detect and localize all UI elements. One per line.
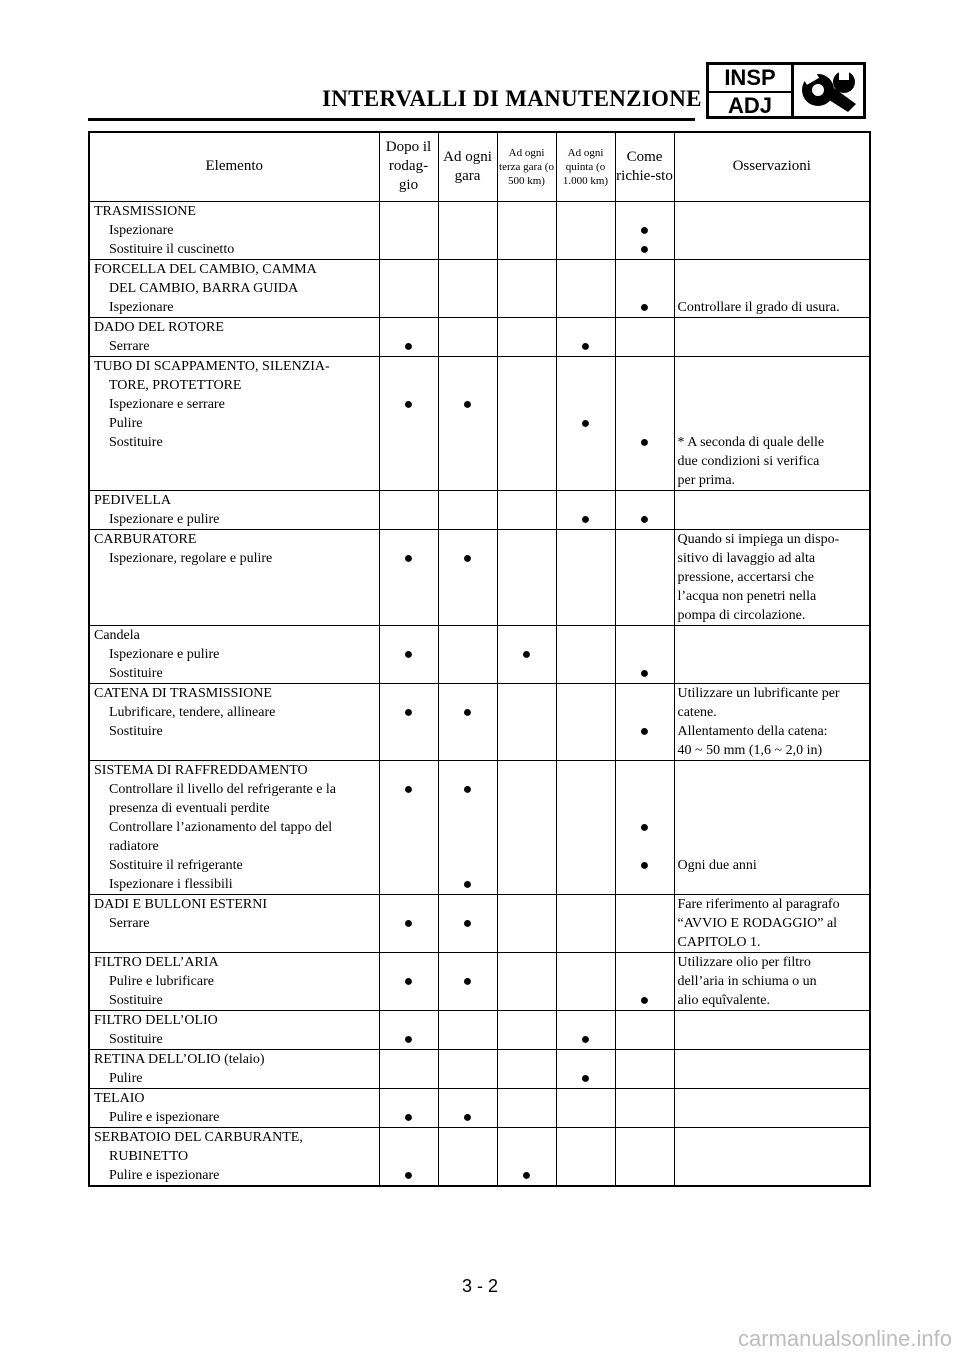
table-row: [89, 529, 870, 625]
interval-cell: [438, 201, 497, 259]
table-row: [89, 1049, 870, 1088]
interval-cell: [438, 529, 497, 625]
item-operation: Serrare: [109, 915, 150, 931]
item-cell: [89, 683, 379, 760]
observation-cell: [674, 760, 870, 894]
interval-cell: [556, 259, 615, 317]
maintenance-dot-icon: ●: [639, 991, 650, 1009]
interval-cell: [615, 1049, 674, 1088]
item-operation: radiatore: [109, 838, 159, 854]
item-operation: DEL CAMBIO, BARRA GUIDA: [109, 280, 299, 296]
interval-cell: [497, 952, 556, 1010]
observation-line: [678, 875, 868, 894]
interval-cell: [438, 1127, 497, 1186]
maintenance-dot-icon: ●: [521, 645, 532, 663]
interval-cell: [497, 1010, 556, 1049]
interval-cell: [556, 683, 615, 760]
observation-line: [678, 414, 868, 433]
col-header-osservazioni: Osservazioni: [674, 132, 870, 201]
observation-cell: [674, 952, 870, 1010]
interval-cell: [497, 1127, 556, 1186]
item-operation: Ispezionare e pulire: [109, 646, 220, 662]
interval-cell: [615, 1010, 674, 1049]
observation-line: [678, 1089, 868, 1108]
item-operation: [94, 606, 379, 625]
item-cell: [89, 894, 379, 952]
interval-cell: [438, 259, 497, 317]
table-row: [89, 1127, 870, 1186]
interval-cell: [438, 625, 497, 683]
observation-line: [678, 1108, 868, 1127]
observation-cell: [674, 1049, 870, 1088]
item-cell: [89, 952, 379, 1010]
item-operation: presenza di eventuali perdite: [109, 800, 270, 816]
table-row: [89, 683, 870, 760]
table-row: [89, 625, 870, 683]
interval-cell: [438, 1049, 497, 1088]
table-row: [89, 760, 870, 894]
interval-cell: [615, 760, 674, 894]
maintenance-dot-icon: ●: [639, 818, 650, 836]
wrench-icon: [794, 65, 863, 116]
maintenance-dot-icon: ●: [462, 703, 473, 721]
observation-line: [678, 1147, 868, 1166]
observation-cell: [674, 490, 870, 529]
col-header-ogni-gara: Ad ogni gara: [438, 132, 497, 201]
interval-cell: [379, 317, 438, 356]
interval-cell: [438, 1088, 497, 1127]
interval-cell: [497, 317, 556, 356]
observation-line: [678, 664, 868, 683]
observation-cell: [674, 894, 870, 952]
interval-cell: [556, 490, 615, 529]
maintenance-dot-icon: ●: [639, 664, 650, 682]
maintenance-dot-icon: ●: [580, 337, 591, 355]
maintenance-dot-icon: ●: [462, 1108, 473, 1126]
section-badge: [706, 62, 866, 119]
col-header-come-richiesto: Come richie-sto: [615, 132, 674, 201]
interval-cell: [556, 1127, 615, 1186]
maintenance-dot-icon: ●: [580, 414, 591, 432]
observation-line: [678, 799, 868, 818]
interval-cell: [497, 490, 556, 529]
maintenance-table: [88, 131, 871, 1187]
item-operation: [94, 741, 379, 760]
observation-line: Controllare il grado di usura.: [677, 299, 840, 315]
item-operation: TORE, PROTETTORE: [109, 377, 242, 393]
item-operation: Ispezionare e pulire: [109, 511, 220, 527]
maintenance-dot-icon: ●: [639, 510, 650, 528]
interval-cell: [438, 356, 497, 490]
item-cell: [89, 529, 379, 625]
interval-cell: [379, 1088, 438, 1127]
observation-line: [678, 626, 868, 645]
interval-cell: [379, 1010, 438, 1049]
table-row: [89, 490, 870, 529]
observation-line: pressione, accertarsi che: [677, 569, 814, 585]
observation-line: [678, 491, 868, 510]
interval-cell: [556, 201, 615, 259]
observation-cell: [674, 529, 870, 625]
interval-cell: [438, 952, 497, 1010]
observation-line: [678, 818, 868, 837]
observation-line: * A seconda di quale delle: [677, 434, 825, 450]
item-heading: Candela: [94, 627, 140, 643]
observation-line: [678, 510, 868, 529]
item-operation: RUBINETTO: [109, 1148, 189, 1164]
interval-cell: [497, 356, 556, 490]
interval-cell: [379, 1127, 438, 1186]
maintenance-dot-icon: ●: [639, 856, 650, 874]
badge-insp-label: INSP: [709, 65, 791, 93]
observation-line: catene.: [677, 704, 717, 720]
table-row: [89, 952, 870, 1010]
maintenance-dot-icon: ●: [462, 972, 473, 990]
item-operation: Pulire e lubrificare: [109, 973, 214, 989]
observation-line: dell’aria in schiuma o un: [677, 973, 817, 989]
interval-cell: [379, 952, 438, 1010]
interval-cell: [438, 760, 497, 894]
interval-cell: [379, 760, 438, 894]
maintenance-dot-icon: ●: [403, 645, 414, 663]
item-cell: [89, 1010, 379, 1049]
item-cell: [89, 1049, 379, 1088]
observation-cell: [674, 1010, 870, 1049]
interval-cell: [556, 625, 615, 683]
interval-cell: [497, 201, 556, 259]
item-operation: Sostituire: [109, 723, 163, 739]
maintenance-dot-icon: ●: [403, 914, 414, 932]
interval-cell: [615, 894, 674, 952]
item-operation: Controllare l’azionamento del tappo del: [109, 819, 333, 835]
observation-line: due condizioni si verifica: [677, 453, 820, 469]
observation-line: [678, 1050, 868, 1069]
observation-cell: [674, 201, 870, 259]
maintenance-dot-icon: ●: [462, 875, 473, 893]
observation-line: CAPITOLO 1.: [677, 934, 761, 950]
observation-line: [678, 780, 868, 799]
observation-line: pompa di circolazione.: [677, 607, 806, 623]
item-cell: [89, 317, 379, 356]
item-operation: Lubrificare, tendere, allineare: [109, 704, 276, 720]
observation-line: [678, 279, 868, 298]
interval-cell: [556, 1088, 615, 1127]
maintenance-dot-icon: ●: [403, 703, 414, 721]
interval-cell: [497, 259, 556, 317]
item-operation: Sostituire: [109, 1031, 163, 1047]
item-operation: Pulire: [109, 1070, 143, 1086]
item-heading: FILTRO DELL’ARIA: [94, 954, 219, 970]
observation-line: [678, 221, 868, 240]
interval-cell: [379, 894, 438, 952]
interval-cell: [379, 683, 438, 760]
interval-cell: [497, 625, 556, 683]
observation-line: [678, 318, 868, 337]
item-cell: [89, 760, 379, 894]
observation-line: [678, 761, 868, 780]
maintenance-dot-icon: ●: [639, 298, 650, 316]
item-cell: [89, 625, 379, 683]
table-row: [89, 259, 870, 317]
interval-cell: [556, 356, 615, 490]
item-operation: Sostituire: [109, 434, 163, 450]
observation-line: Quando si impiega un dispo-: [677, 531, 840, 547]
observation-line: per prima.: [677, 472, 736, 488]
interval-cell: [615, 625, 674, 683]
observation-line: l’acqua non penetri nella: [677, 588, 817, 604]
interval-cell: [379, 490, 438, 529]
item-operation: Sostituire il cuscinetto: [109, 241, 235, 257]
item-operation: [94, 587, 379, 606]
maintenance-dot-icon: ●: [462, 395, 473, 413]
interval-cell: [379, 201, 438, 259]
table-row: [89, 317, 870, 356]
maintenance-dot-icon: ●: [580, 510, 591, 528]
interval-cell: [556, 317, 615, 356]
observation-cell: [674, 625, 870, 683]
maintenance-dot-icon: ●: [580, 1030, 591, 1048]
item-heading: SERBATOIO DEL CARBURANTE,: [94, 1129, 303, 1145]
item-operation: Ispezionare, regolare e pulire: [109, 550, 273, 566]
observation-line: Allentamento della catena:: [677, 723, 828, 739]
item-heading: TELAIO: [94, 1090, 145, 1106]
item-heading: PEDIVELLA: [94, 492, 171, 508]
interval-cell: [438, 683, 497, 760]
observation-cell: [674, 356, 870, 490]
item-operation: Ispezionare: [109, 222, 174, 238]
observation-line: [678, 240, 868, 259]
interval-cell: [615, 1088, 674, 1127]
title-underline: [88, 118, 695, 121]
item-heading: TUBO DI SCAPPAMENTO, SILENZIA-: [94, 358, 330, 374]
observation-line: alio equîvalente.: [677, 992, 771, 1008]
observation-line: [678, 376, 868, 395]
table-header-row: [89, 132, 870, 201]
maintenance-dot-icon: ●: [639, 722, 650, 740]
interval-cell: [438, 1010, 497, 1049]
observation-cell: [674, 1088, 870, 1127]
observation-line: [678, 357, 868, 376]
maintenance-dot-icon: ●: [403, 1166, 414, 1184]
item-cell: [89, 259, 379, 317]
table-row: [89, 894, 870, 952]
item-operation: Ispezionare i flessibili: [109, 876, 233, 892]
interval-cell: [556, 1049, 615, 1088]
col-header-terza-gara: Ad ogni terza gara (o 500 km): [497, 132, 556, 201]
table-body: [89, 201, 870, 1186]
observation-line: “AVVIO E RODAGGIO” al: [677, 915, 838, 931]
item-operation: [94, 933, 379, 952]
observation-line: Utilizzare un lubrificante per: [677, 685, 840, 701]
interval-cell: [497, 529, 556, 625]
observation-line: [678, 837, 868, 856]
item-cell: [89, 490, 379, 529]
interval-cell: [615, 683, 674, 760]
maintenance-dot-icon: ●: [639, 240, 650, 258]
item-cell: [89, 356, 379, 490]
item-operation: [94, 452, 379, 471]
item-operation: Serrare: [109, 338, 150, 354]
badge-adj-label: ADJ: [727, 93, 772, 118]
interval-cell: [497, 760, 556, 894]
maintenance-dot-icon: ●: [580, 1069, 591, 1087]
maintenance-dot-icon: ●: [639, 221, 650, 239]
item-operation: Pulire e ispezionare: [109, 1109, 220, 1125]
table-row: [89, 201, 870, 259]
observation-line: Ogni due anni: [677, 857, 757, 873]
item-heading: CARBURATORE: [94, 531, 197, 547]
item-operation: [94, 568, 379, 587]
item-heading: DADO DEL ROTORE: [94, 319, 224, 335]
observation-line: [678, 1069, 868, 1088]
maintenance-dot-icon: ●: [462, 914, 473, 932]
interval-cell: [556, 894, 615, 952]
observation-line: [678, 202, 868, 221]
interval-cell: [615, 952, 674, 1010]
interval-cell: [497, 683, 556, 760]
item-operation: Ispezionare e serrare: [109, 396, 225, 412]
item-operation: Pulire: [109, 415, 143, 431]
interval-cell: [615, 201, 674, 259]
item-heading: DADI E BULLONI ESTERNI: [94, 896, 268, 912]
interval-cell: [615, 490, 674, 529]
interval-cell: [497, 1049, 556, 1088]
maintenance-dot-icon: ●: [403, 972, 414, 990]
item-heading: RETINA DELL’OLIO (telaio): [94, 1051, 265, 1067]
observation-line: 40 ~ 50 mm (1,6 ~ 2,0 in): [677, 742, 823, 758]
item-operation: Sostituire: [109, 665, 163, 681]
col-header-quinta: Ad ogni quinta (o 1.000 km): [556, 132, 615, 201]
col-header-dopo-rodaggio: Dopo il rodag-gio: [379, 132, 438, 201]
interval-cell: [615, 529, 674, 625]
item-heading: SISTEMA DI RAFFREDDAMENTO: [94, 762, 308, 778]
observation-cell: [674, 683, 870, 760]
observation-line: Utilizzare olio per filtro: [677, 954, 811, 970]
page-title: INTERVALLI DI MANUTENZIONE: [322, 86, 702, 111]
maintenance-dot-icon: ●: [462, 780, 473, 798]
interval-cell: [556, 760, 615, 894]
interval-cell: [615, 317, 674, 356]
maintenance-dot-icon: ●: [403, 780, 414, 798]
interval-cell: [615, 1127, 674, 1186]
observation-line: Fare riferimento al paragrafo: [677, 896, 840, 912]
interval-cell: [497, 894, 556, 952]
observation-line: [678, 395, 868, 414]
table-row: [89, 356, 870, 490]
observation-line: sitivo di lavaggio ad alta: [677, 550, 816, 566]
col-header-elemento: Elemento: [89, 132, 379, 201]
item-operation: Sostituire il refrigerante: [109, 857, 243, 873]
interval-cell: [615, 259, 674, 317]
interval-cell: [438, 894, 497, 952]
item-cell: [89, 1088, 379, 1127]
item-operation: Pulire e ispezionare: [109, 1167, 220, 1183]
interval-cell: [497, 1088, 556, 1127]
watermark: carmanualsonline.info: [737, 1326, 952, 1351]
maintenance-dot-icon: ●: [403, 549, 414, 567]
observation-cell: [674, 259, 870, 317]
table-row: [89, 1010, 870, 1049]
observation-cell: [674, 1127, 870, 1186]
interval-cell: [379, 625, 438, 683]
item-cell: [89, 1127, 379, 1186]
maintenance-dot-icon: ●: [462, 549, 473, 567]
observation-line: [678, 1030, 868, 1049]
interval-cell: [556, 1010, 615, 1049]
maintenance-dot-icon: ●: [403, 1108, 414, 1126]
interval-cell: [438, 317, 497, 356]
maintenance-dot-icon: ●: [403, 1030, 414, 1048]
interval-cell: [556, 529, 615, 625]
observation-line: [678, 260, 868, 279]
interval-cell: [615, 356, 674, 490]
item-heading: TRASMISSIONE: [94, 203, 196, 219]
maintenance-dot-icon: ●: [521, 1166, 532, 1184]
item-heading: CATENA DI TRASMISSIONE: [94, 685, 272, 701]
interval-cell: [556, 952, 615, 1010]
interval-cell: [438, 490, 497, 529]
page-number: 3 - 2: [461, 1276, 499, 1296]
interval-cell: [379, 259, 438, 317]
item-operation: Controllare il livello del refrigerante e la: [109, 781, 337, 797]
observation-line: [678, 645, 868, 664]
item-operation: Sostituire: [109, 992, 163, 1008]
interval-cell: [379, 529, 438, 625]
item-heading: FILTRO DELL’OLIO: [94, 1012, 218, 1028]
item-operation: Ispezionare: [109, 299, 174, 315]
maintenance-dot-icon: ●: [403, 395, 414, 413]
table-row: [89, 1088, 870, 1127]
item-operation: [94, 471, 379, 490]
maintenance-dot-icon: ●: [639, 433, 650, 451]
interval-cell: [379, 1049, 438, 1088]
maintenance-dot-icon: ●: [403, 337, 414, 355]
observation-line: [678, 1166, 868, 1185]
interval-cell: [379, 356, 438, 490]
observation-line: [678, 1128, 868, 1147]
observation-line: [678, 1011, 868, 1030]
item-heading: FORCELLA DEL CAMBIO, CAMMA: [94, 261, 317, 277]
item-cell: [89, 201, 379, 259]
observation-cell: [674, 317, 870, 356]
observation-line: [678, 337, 868, 356]
